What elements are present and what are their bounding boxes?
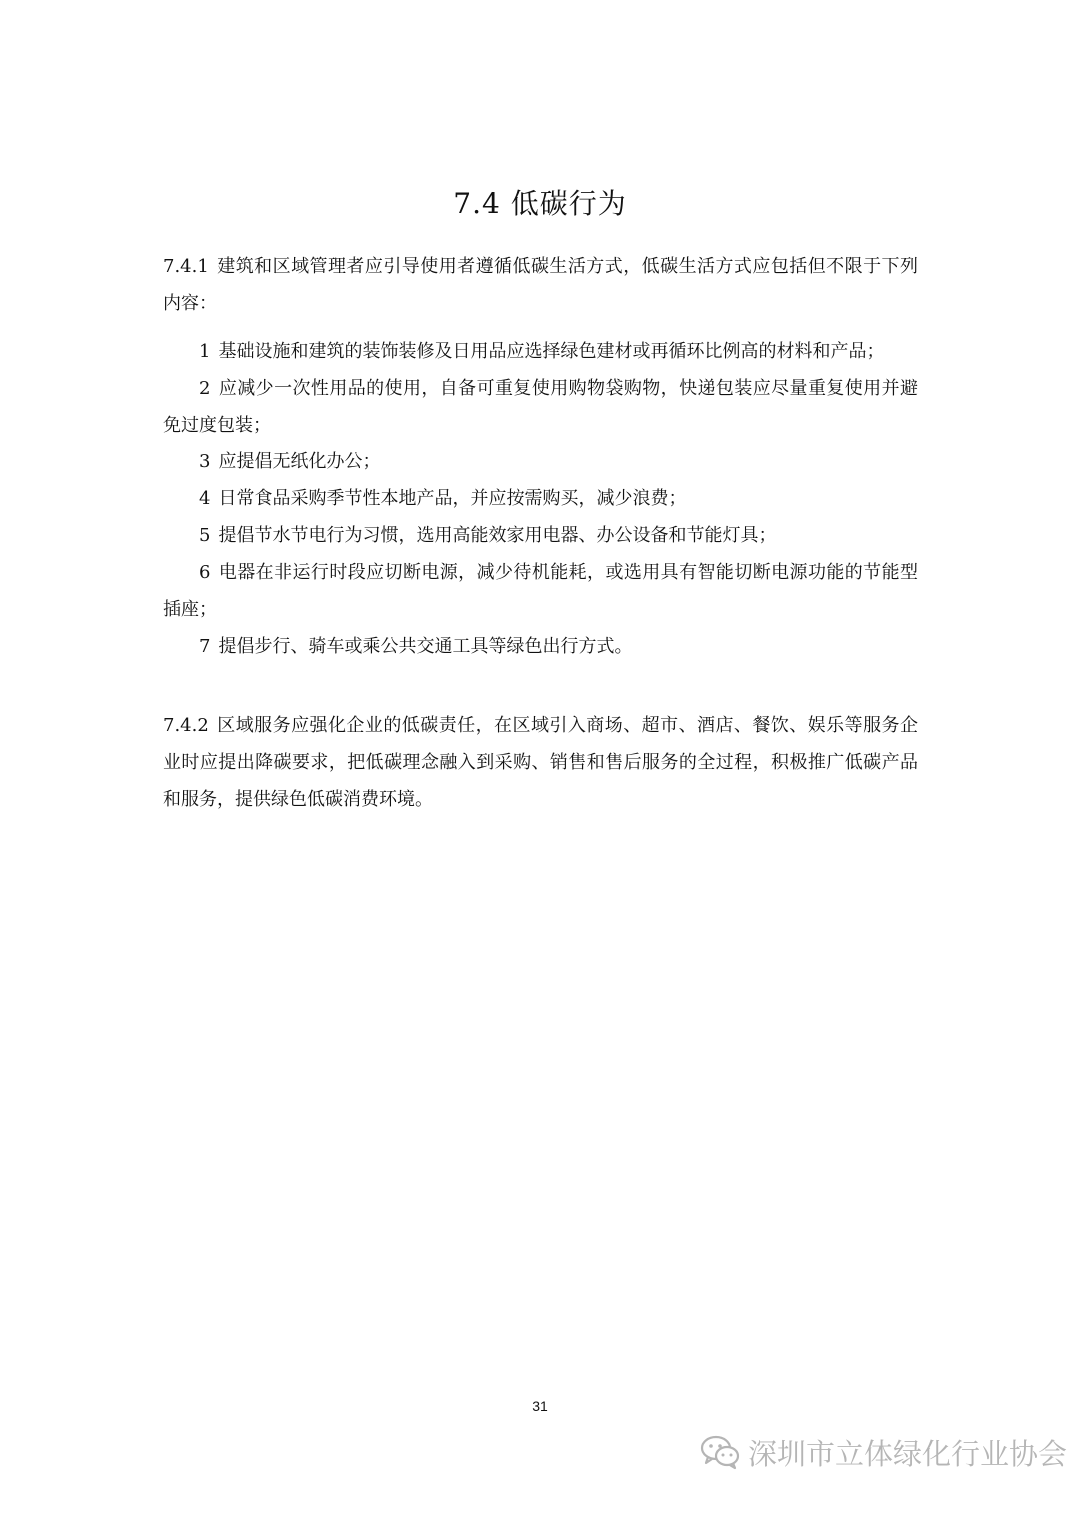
list-item: [163, 517, 918, 554]
list-item: [163, 628, 918, 665]
list-item: [163, 333, 918, 370]
list-item-text: 提倡步行、骑车或乘公共交通工具等绿色出行方式。: [218, 636, 633, 657]
list-item-text: 日常食品采购季节性本地产品，并应按需购买，减少浪费；: [218, 488, 687, 509]
clause-text: 区域服务应强化企业的低碳责任，在区域引入商场、超市、酒店、餐饮、娱乐等服务企业时应提出降碳要求，把低碳理念融入到采购、销售和售后服务的全过程，积极推广低碳产品和服务，提供绿色低碳消费环境。: [163, 715, 918, 810]
list-item-text: 提倡节水节电行为习惯，选用高能效家用电器、办公设备和节能灯具；: [218, 525, 777, 546]
wechat-icon: [700, 1434, 740, 1470]
list-item-number: 2: [199, 378, 211, 399]
list-item-number: 7: [199, 636, 211, 657]
list-item: [163, 443, 918, 480]
clause-text: 建筑和区域管理者应引导使用者遵循低碳生活方式，低碳生活方式应包括但不限于下列内容：: [163, 256, 918, 314]
list-item-text: 基础设施和建筑的装饰装修及日用品应选择绿色建材或再循环比例高的材料和产品；: [218, 341, 885, 362]
list-item: [163, 554, 918, 628]
list-item-text: 应减少一次性用品的使用，自备可重复使用购物袋购物，快递包装应尽量重复使用并避免过度包装；: [163, 378, 918, 436]
list-item-number: 4: [199, 488, 211, 509]
clause-7-4-2: [163, 707, 918, 818]
clause-number: 7.4.1: [163, 256, 209, 277]
list-item-number: 5: [199, 525, 211, 546]
watermark-text: 深圳市立体绿化行业协会: [748, 1436, 1068, 1471]
list-item: [163, 370, 918, 444]
clause-number: 7.4.2: [163, 715, 209, 736]
page-number: 31: [532, 1398, 548, 1414]
list-item-number: 3: [199, 451, 211, 472]
list-item-text: 电器在非运行时段应切断电源，减少待机能耗，或选用具有智能切断电源功能的节能型插座；: [163, 562, 918, 620]
list-item-number: 6: [199, 562, 211, 583]
section-title: 7.4 低碳行为: [453, 187, 627, 220]
list-item-number: 1: [199, 341, 211, 362]
watermark: [700, 1428, 1067, 1476]
list-item-text: 应提倡无纸化办公；: [218, 451, 381, 472]
clause-7-4-1: [163, 248, 918, 322]
list-item: [163, 480, 918, 517]
